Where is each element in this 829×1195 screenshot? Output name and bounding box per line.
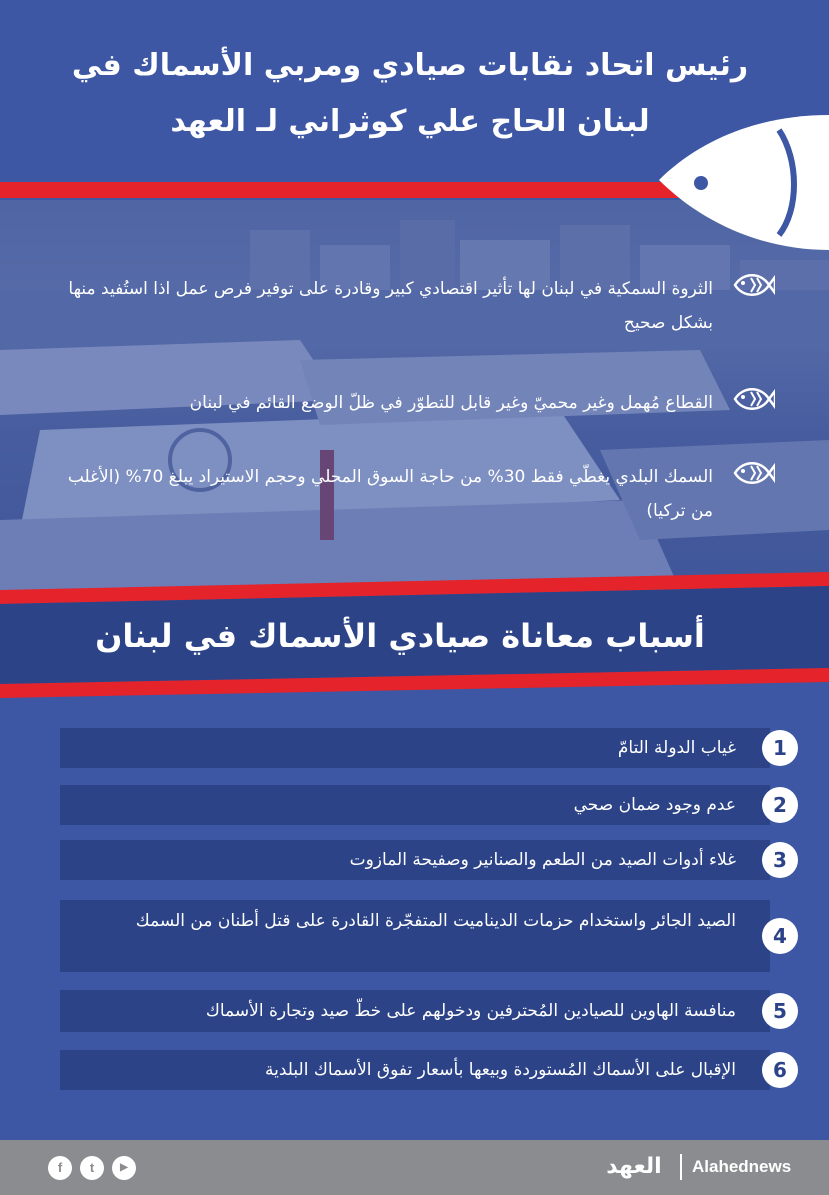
- cause-item: [60, 900, 770, 972]
- fish-icon: [731, 382, 775, 416]
- causes-title: أسباب معاناة صيادي الأسماك في لبنان: [95, 617, 705, 655]
- cause-text: غلاء أدوات الصيد من الطعم والصنانير وصفيحة المازوت: [349, 850, 736, 870]
- brand-logo-english: Alahednews: [692, 1157, 792, 1176]
- cause-text: الإقبال على الأسماك المُستوردة وبيعها بأسعار تفوق الأسماك البلدية: [264, 1060, 736, 1080]
- header-red-stripe: [0, 182, 700, 198]
- cause-number-badge: 2: [762, 787, 798, 823]
- title-line-2: لبنان الحاج علي كوثراني لـ العهد: [170, 104, 650, 139]
- fact-text: القطاع مُهمل وغير محميّ وغير قابل للتطوّر في ظلّ الوضع القائم في لبنان: [189, 393, 713, 413]
- cause-text: الصيد الجائر واستخدام حزمات الديناميت المتفجّرة القادرة على قتل أطنان من السمك: [135, 911, 736, 931]
- fact-item: [60, 382, 775, 422]
- cause-text: عدم وجود ضمان صحي: [573, 795, 736, 815]
- fact-text: الثروة السمكية في لبنان لها تأثير اقتصادي كبير وقادرة على توفير فرص عمل اذا استُفيد منها بشكل صحيح: [68, 279, 713, 333]
- fish-icon: [731, 456, 775, 490]
- cause-item: [60, 990, 770, 1032]
- cause-item: [60, 840, 770, 880]
- youtube-icon[interactable]: ▶: [112, 1156, 136, 1180]
- cause-item: [60, 785, 770, 825]
- cause-number-badge: 6: [762, 1052, 798, 1088]
- fish-head-icon: [629, 110, 829, 260]
- fish-icon: [731, 268, 775, 302]
- cause-number-badge: 5: [762, 993, 798, 1029]
- fact-text: السمك البلدي يغطّي فقط 30% من حاجة السوق المحلي وحجم الاستيراد يبلغ 70% (الأغلب من تركيا): [67, 467, 713, 521]
- fact-item: [60, 456, 775, 536]
- cause-number-badge: 3: [762, 842, 798, 878]
- cause-number-badge: 4: [762, 918, 798, 954]
- title-line-1: رئيس اتحاد نقابات صيادي ومربي الأسماك في: [71, 48, 749, 83]
- facebook-icon[interactable]: f: [48, 1156, 72, 1180]
- cause-text: منافسة الهاوين للصيادين المُحترفين ودخولهم على خطّ صيد وتجارة الأسماك: [205, 1001, 736, 1021]
- fact-item: [60, 268, 775, 348]
- cause-number-badge: 1: [762, 730, 798, 766]
- brand-divider: [680, 1154, 682, 1180]
- brand-logo-arabic: العهد: [606, 1154, 662, 1179]
- cause-text: غياب الدولة التامّ: [617, 738, 736, 758]
- twitter-icon[interactable]: t: [80, 1156, 104, 1180]
- cause-item: [60, 1050, 770, 1090]
- cause-item: [60, 728, 770, 768]
